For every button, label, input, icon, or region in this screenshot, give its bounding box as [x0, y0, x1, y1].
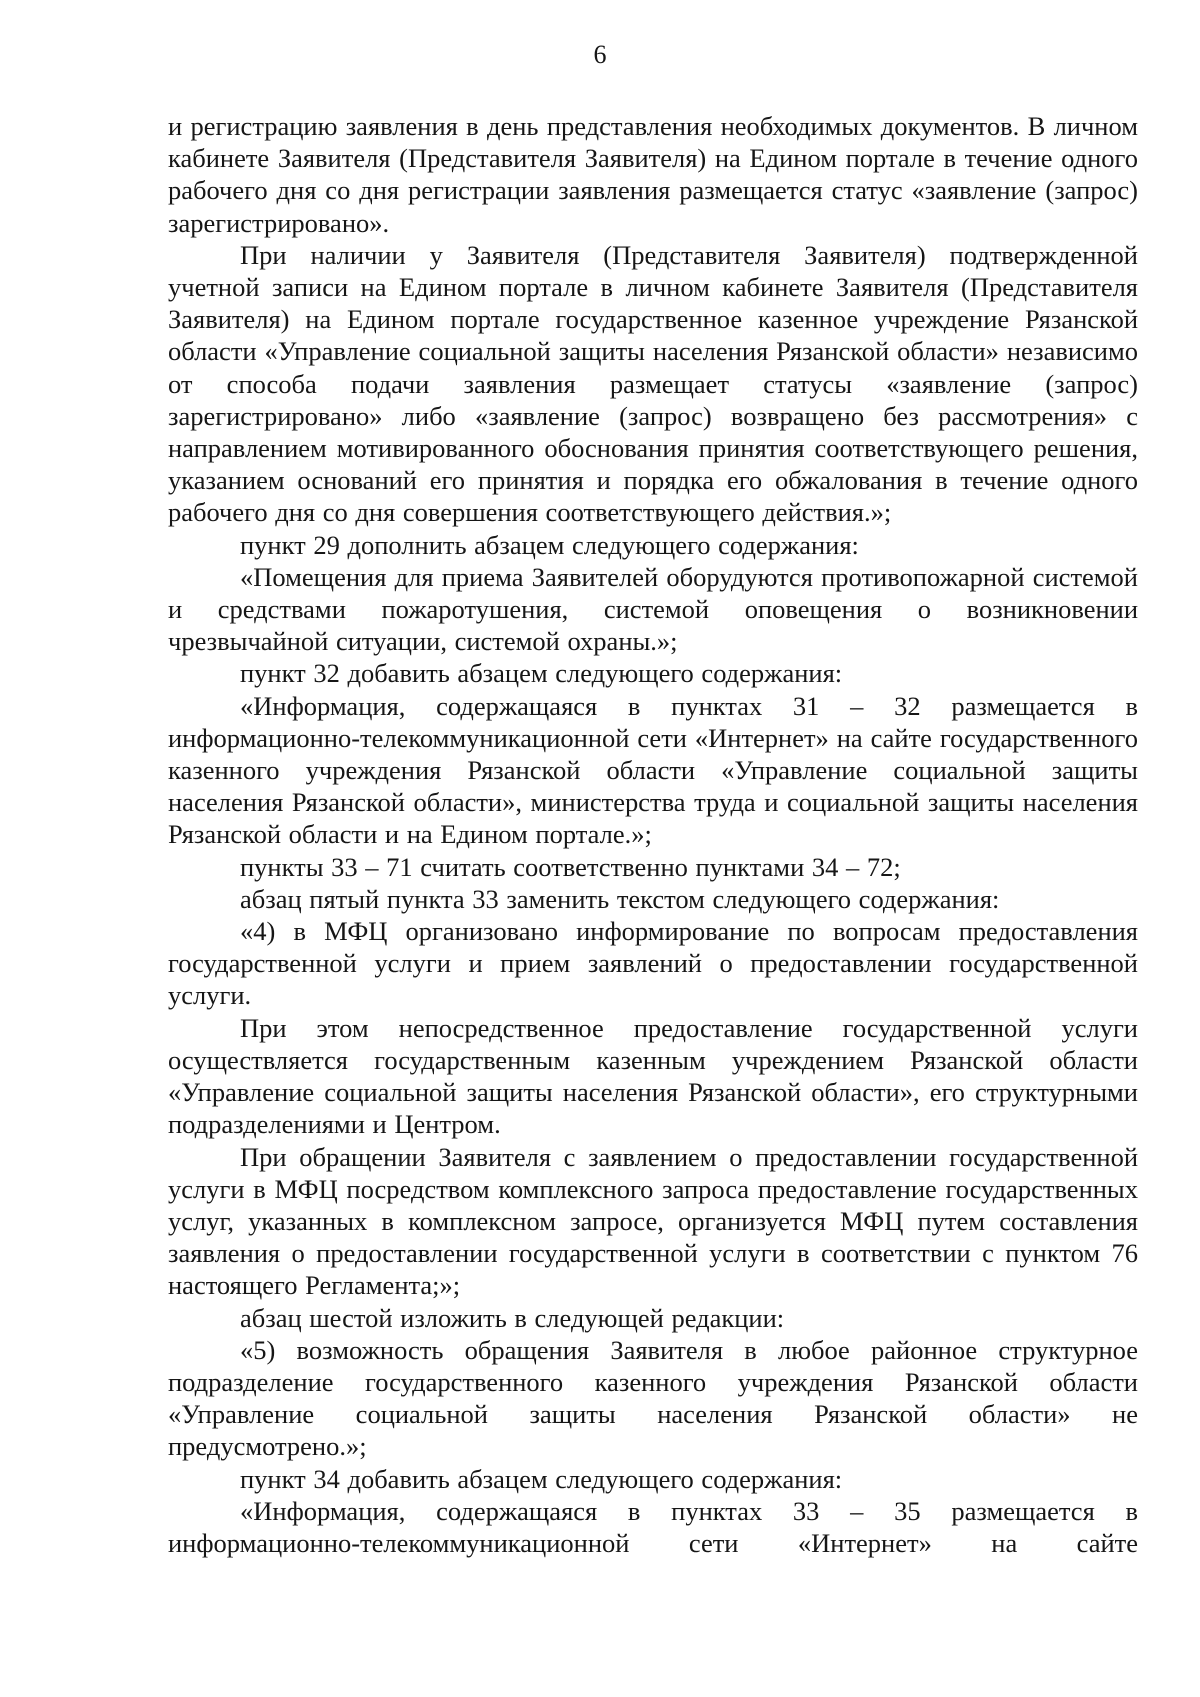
paragraph-14: пункт 34 добавить абзацем следующего содержания: — [240, 1463, 843, 1494]
paragraph-5: пункт 32 добавить абзацем следующего содержания: — [240, 658, 843, 689]
paragraph-9: «4) в МФЦ организовано информирование по вопросам предоставления государственной услуги и прием заявлений о предоставлении государственной услуги. — [168, 916, 1138, 1011]
paragraph-4: «Помещения для приема Заявителей оборудуются противопожарной системой и средствами пожаротушения, системой оповещения о возникновении чрезвычайной ситуации, системой охраны.»; — [168, 561, 1138, 657]
document-body — [168, 110, 1138, 1559]
paragraph-1: и регистрацию заявления в день представления необходимых документов. В личном кабинете Заявителя (Представителя Заявителя) на Едином портале в течение одного рабочего дня со дня регистрации заявления размещается статус «заявление (запрос) зарегистрировано». — [168, 111, 1138, 238]
paragraph-6: «Информация, содержащаяся в пунктах 31 – 32 размещается в информационно-телекоммуникационной сети «Интернет» на сайте государственного казенного учреждения Рязанской области «Управление социальной защиты населения Рязанской области», министерства труда и социальной защиты населения Рязанской области и на Едином портале.»; — [168, 690, 1138, 850]
paragraph-15: «Информация, содержащаяся в пунктах 33 – 35 размещается в информационно-телекоммуникационной сети «Интернет» на сайте — [168, 1495, 1138, 1558]
paragraph-8: абзац пятый пункта 33 заменить текстом следующего содержания: — [240, 883, 1000, 914]
paragraph-12: абзац шестой изложить в следующей редакции: — [240, 1302, 785, 1333]
paragraph-3: пункт 29 дополнить абзацем следующего содержания: — [240, 529, 859, 560]
paragraph-2: При наличии у Заявителя (Представителя Заявителя) подтвержденной учетной записи на Едином портале в личном кабинете Заявителя (Представителя Заявителя) на Едином портале государственное казенное учреждение Рязанской области «Управление социальной защиты населения Рязанской области» независимо от способа подачи заявления размещает статусы «заявление (запрос) зарегистрировано» либо «заявление (запрос) возвращено без рассмотрения» с направлением мотивированного обоснования принятия соответствующего решения, указанием оснований его принятия и порядка его обжалования в течение одного рабочего дня со дня совершения соответствующего действия.»; — [168, 239, 1138, 528]
paragraph-13: «5) возможность обращения Заявителя в любое районное структурное подразделение государственного казенного учреждения Рязанской области «Управление социальной защиты населения Рязанской области» не предусмотрено.»; — [168, 1334, 1138, 1462]
paragraph-11: При обращении Заявителя с заявлением о предоставлении государственной услуги в МФЦ посредством комплексного запроса предоставление государственных услуг, указанных в комплексном запросе, организуется МФЦ путем составления заявления о предоставлении государственной услуги в соответствии с пунктом 76 настоящего Регламента;»; — [168, 1141, 1138, 1301]
paragraph-10: При этом непосредственное предоставление государственной услуги осуществляется государственным казенным учреждением Рязанской области «Управление социальной защиты населения Рязанской области», его структурными подразделениями и Центром. — [168, 1012, 1138, 1140]
page-number: 6 — [593, 40, 607, 69]
paragraph-7: пункты 33 – 71 считать соответственно пунктами 34 – 72; — [240, 851, 901, 882]
